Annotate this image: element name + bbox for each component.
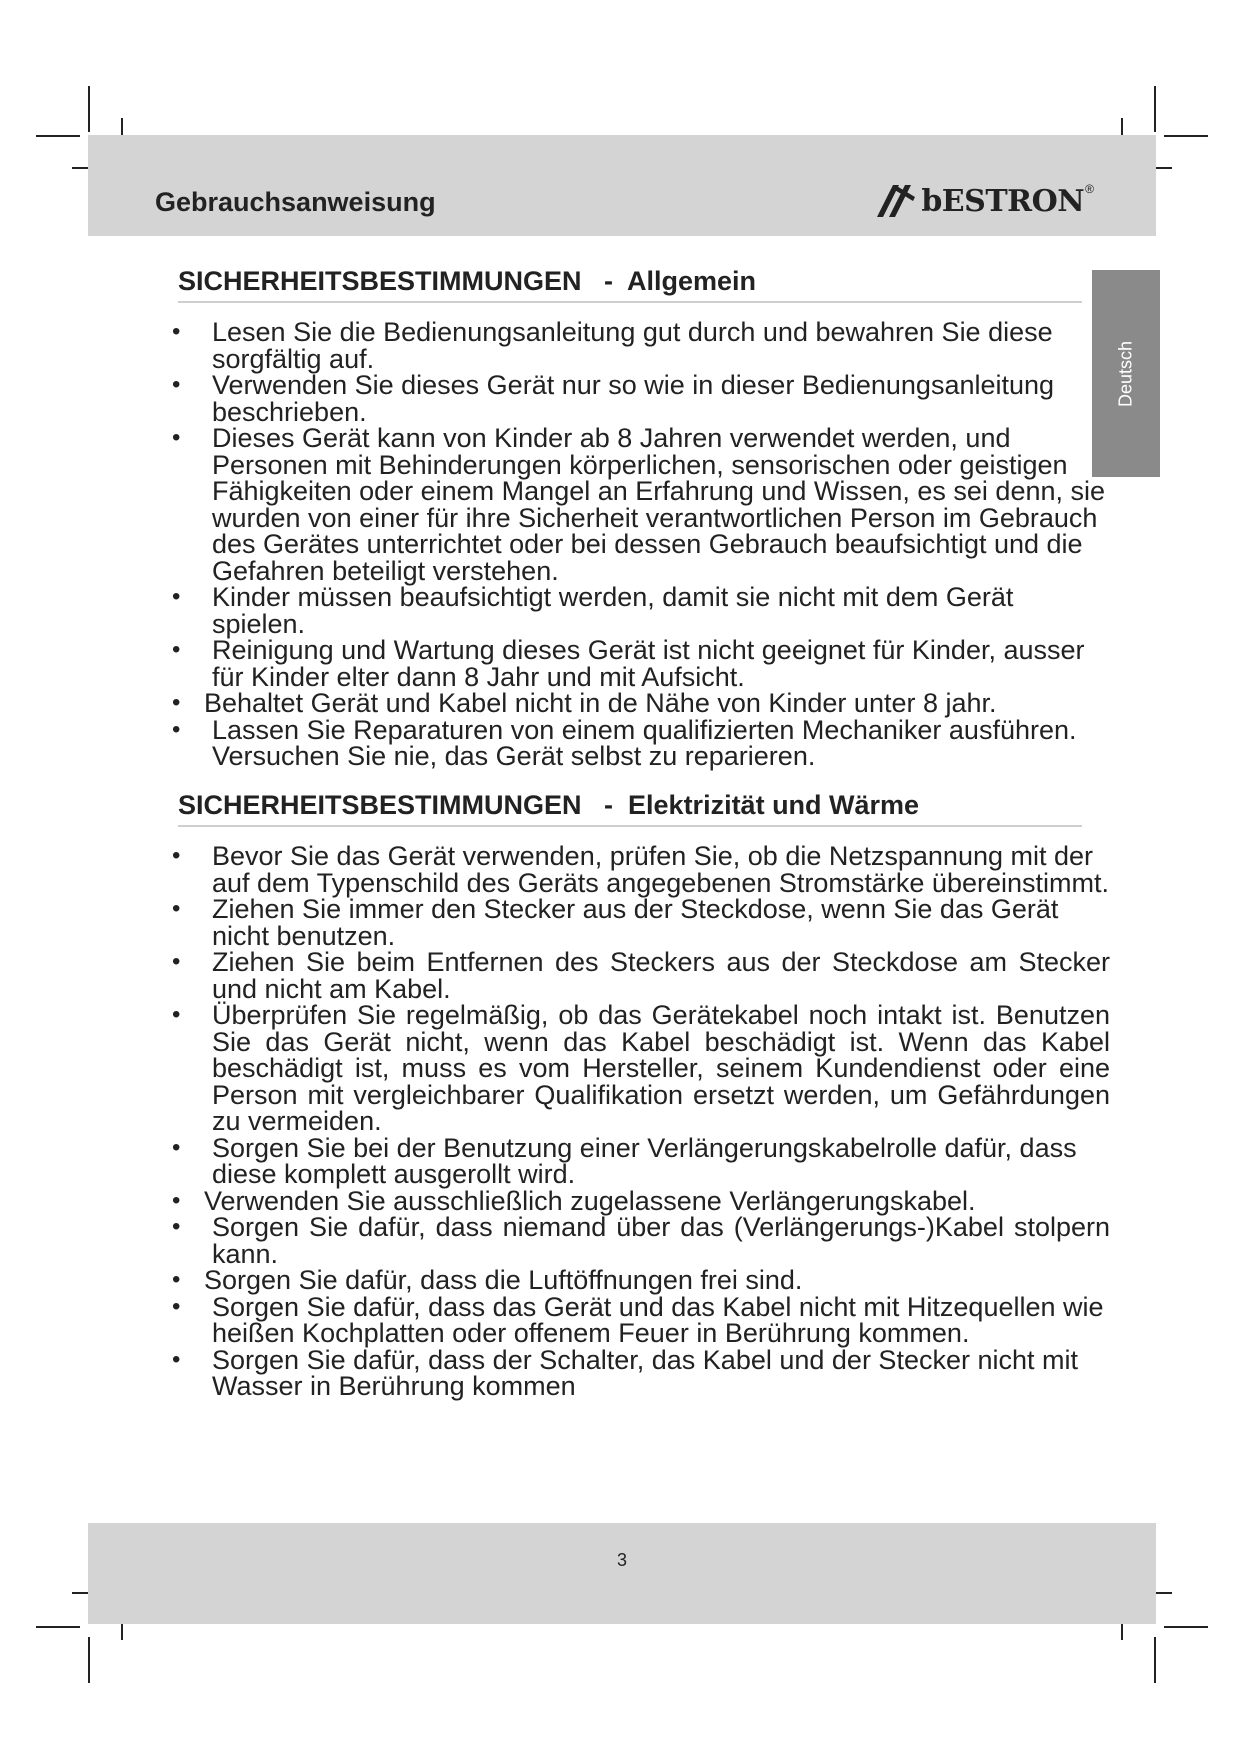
page-number: 3 xyxy=(616,1550,627,1570)
section-title-general: SICHERHEITSBESTIMMUNGEN - Allgemein xyxy=(178,266,757,296)
list-item: • Verwenden Sie dieses Gerät nur so wie in dieser Bedienungsanleitung beschrieben. xyxy=(170,372,1110,425)
list-item: • Sorgen Sie bei der Benutzung einer Verlängerungskabelrolle dafür, dass diese komplett ausgerollt wird. xyxy=(170,1135,1110,1188)
brand-logo xyxy=(875,183,1094,219)
brand-logo-text: bESTRON xyxy=(921,183,1085,219)
electrical-safety-list xyxy=(170,843,1110,1400)
list-item: • Dieses Gerät kann von Kinder ab 8 Jahren verwendet werden, und Personen mit Behinderungen körperlichen, sensorischen oder geistigen Fähigkeiten oder einem Mangel an Erfahrung und Wissen, es sei denn, sie wurden von einer für ihre Sicherheit verantwortlichen Person im Gebrauch des Gerätes unterrichtet oder bei dessen Gebrauch beaufsichtigt und die Gefahren beteiligt verstehen. xyxy=(170,425,1110,584)
header-title: Gebrauchsanweisung xyxy=(155,187,436,217)
header-band xyxy=(88,135,1156,236)
list-item: • Sorgen Sie dafür, dass die Luftöffnungen frei sind. xyxy=(170,1267,1110,1294)
list-item: • Sorgen Sie dafür, dass der Schalter, das Kabel und der Stecker nicht mit Wasser in Berührung kommen xyxy=(170,1347,1110,1400)
section-title-electricity: SICHERHEITSBESTIMMUNGEN - Elektrizität und Wärme xyxy=(178,790,920,820)
list-item: • Ziehen Sie beim Entfernen des Steckers aus der Steckdose am Stecker und nicht am Kabel. xyxy=(170,949,1110,1002)
list-item: • Kinder müssen beaufsichtigt werden, damit sie nicht mit dem Gerät spielen. xyxy=(170,584,1110,637)
brand-chevron-icon xyxy=(875,183,921,219)
general-safety-list xyxy=(170,319,1110,770)
list-item: • Ziehen Sie immer den Stecker aus der Steckdose, wenn Sie das Gerät nicht benutzen. xyxy=(170,896,1110,949)
list-item: • Sorgen Sie dafür, dass das Gerät und das Kabel nicht mit Hitzequellen wie heißen Kochplatten oder offenem Feuer in Berührung kommen. xyxy=(170,1294,1110,1347)
language-tab-label: Deutsch xyxy=(1115,340,1136,407)
list-item: • Lesen Sie die Bedienungsanleitung gut durch und bewahren Sie diese sorgfältig auf. xyxy=(170,319,1110,372)
section-divider xyxy=(178,825,1082,827)
footer-band xyxy=(88,1523,1156,1624)
list-item: • Bevor Sie das Gerät verwenden, prüfen Sie, ob die Netzspannung mit der auf dem Typenschild des Geräts angegebenen Stromstärke übereinstimmt. xyxy=(170,843,1110,896)
list-item: • Sorgen Sie dafür, dass niemand über das (Verlängerungs-)Kabel stolpern kann. xyxy=(170,1214,1110,1267)
list-item: • Behaltet Gerät und Kabel nicht in de Nähe von Kinder unter 8 jahr. xyxy=(170,690,1110,717)
list-item: • Überprüfen Sie regelmäßig, ob das Gerätekabel noch intakt ist. Benutzen Sie das Gerät nicht, wenn das Kabel beschädigt ist. Wenn das Kabel beschädigt ist, muss es vom Hersteller, seinem Kundendienst oder eine Person mit vergleichbarer Qualifikation ersetzt werden, um Gefährdungen zu vermeiden. xyxy=(170,1002,1110,1135)
registered-mark: ® xyxy=(1085,182,1094,196)
list-item: • Lassen Sie Reparaturen von einem qualifizierten Mechaniker ausführen. Versuchen Sie nie, das Gerät selbst zu reparieren. xyxy=(170,717,1110,770)
section-divider xyxy=(178,301,1082,303)
list-item: • Reinigung und Wartung dieses Gerät ist nicht geeignet für Kinder, ausser für Kinder elter dann 8 Jahr und mit Aufsicht. xyxy=(170,637,1110,690)
list-item: • Verwenden Sie ausschließlich zugelassene Verlängerungskabel. xyxy=(170,1188,1110,1215)
